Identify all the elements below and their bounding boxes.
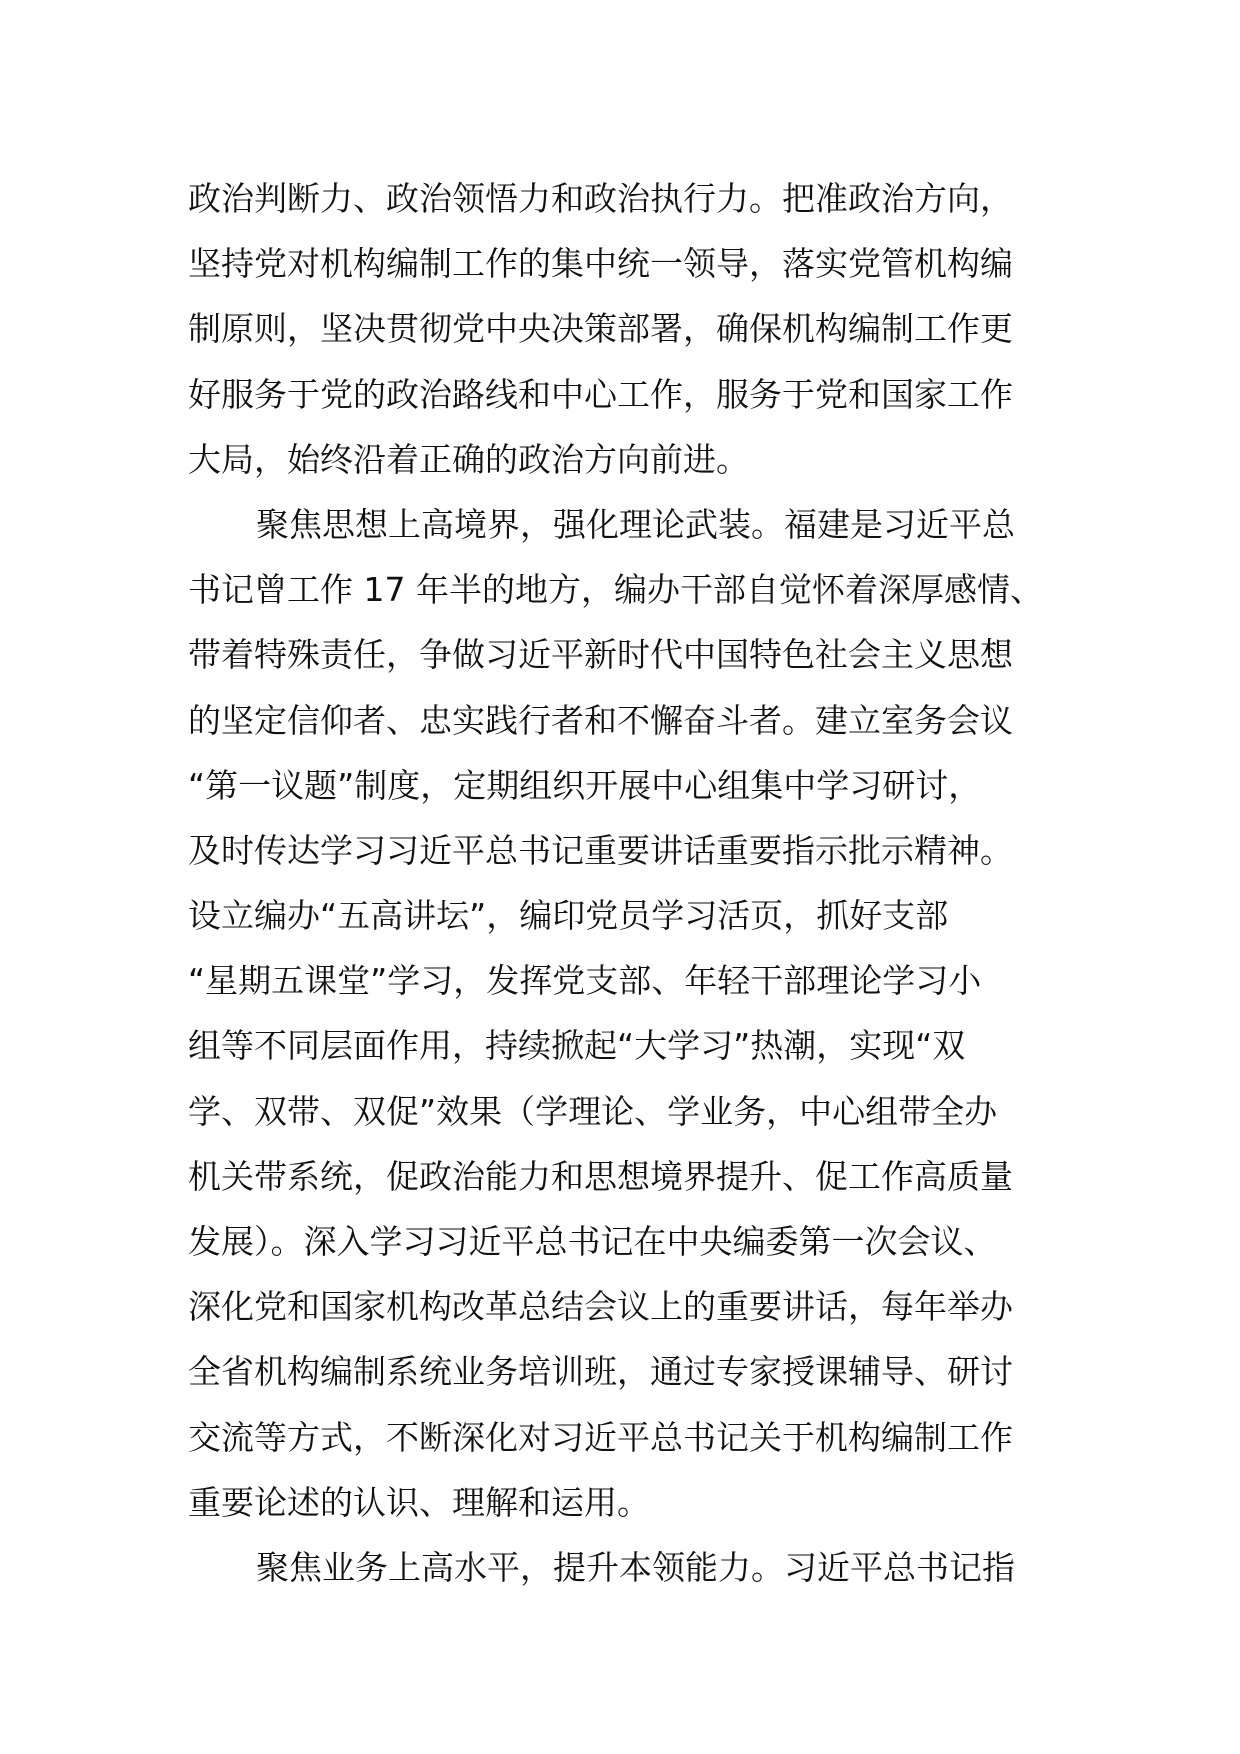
text-line: 组等不同层面作用，持续掀起“大学习”热潮，实现“双 (188, 1026, 966, 1066)
text-line: 全省机构编制系统业务培训班，通过专家授课辅导、研讨 (188, 1352, 1013, 1392)
text-line: 的坚定信仰者、忠实践行者和不懈奋斗者。建立室务会议 (188, 700, 1013, 740)
paragraph-first-line: 聚焦思想上高境界，强化理论武装。福建是习近平总 (256, 504, 1015, 544)
body-text (188, 166, 1068, 1600)
text-line: 及时传达学习习近平总书记重要讲话重要指示批示精神。 (188, 830, 1013, 870)
text-line: 机关带系统，促政治能力和思想境界提升、促工作高质量 (188, 1156, 1013, 1196)
text-line: 发展）。深入学习习近平总书记在中央编委第一次会议、 (188, 1222, 997, 1261)
text-line: 大局，始终沿着正确的政治方向前进。 (188, 439, 749, 479)
text-line: 好服务于党的政治路线和中心工作，服务于党和国家工作 (188, 374, 1013, 414)
paragraph-first-line: 聚焦业务上高水平，提升本领能力。习近平总书记指 (256, 1547, 1015, 1587)
text-line: 带着特殊责任，争做习近平新时代中国特色社会主义思想 (188, 635, 1013, 675)
text-line: 设立编办“五高讲坛”，编印党员学习活页，抓好支部 (188, 896, 949, 936)
text-line: 书记曾工作 17 年半的地方，编办干部自觉怀着深厚感情、 (188, 570, 1043, 610)
text-line: 政治判断力、政治领悟力和政治执行力。把准政治方向， (188, 179, 1013, 218)
text-line: 学、双带、双促”效果（学理论、学业务，中心组带全办 (188, 1091, 998, 1131)
text-line: 重要论述的认识、理解和运用。 (188, 1482, 650, 1522)
text-line: 坚持党对机构编制工作的集中统一领导，落实党管机构编 (188, 244, 1013, 284)
text-line: “星期五课堂”学习，发挥党支部、年轻干部理论学习小 (188, 961, 982, 1001)
text-line: 深化党和国家机构改革总结会议上的重要讲话，每年举办 (188, 1287, 1013, 1327)
text-line: 制原则，坚决贯彻党中央决策部署，确保机构编制工作更 (188, 309, 1013, 349)
text-line: “第一议题”制度，定期组织开展中心组集中学习研讨， (188, 765, 982, 805)
text-line: 交流等方式，不断深化对习近平总书记关于机构编制工作 (188, 1417, 1013, 1457)
